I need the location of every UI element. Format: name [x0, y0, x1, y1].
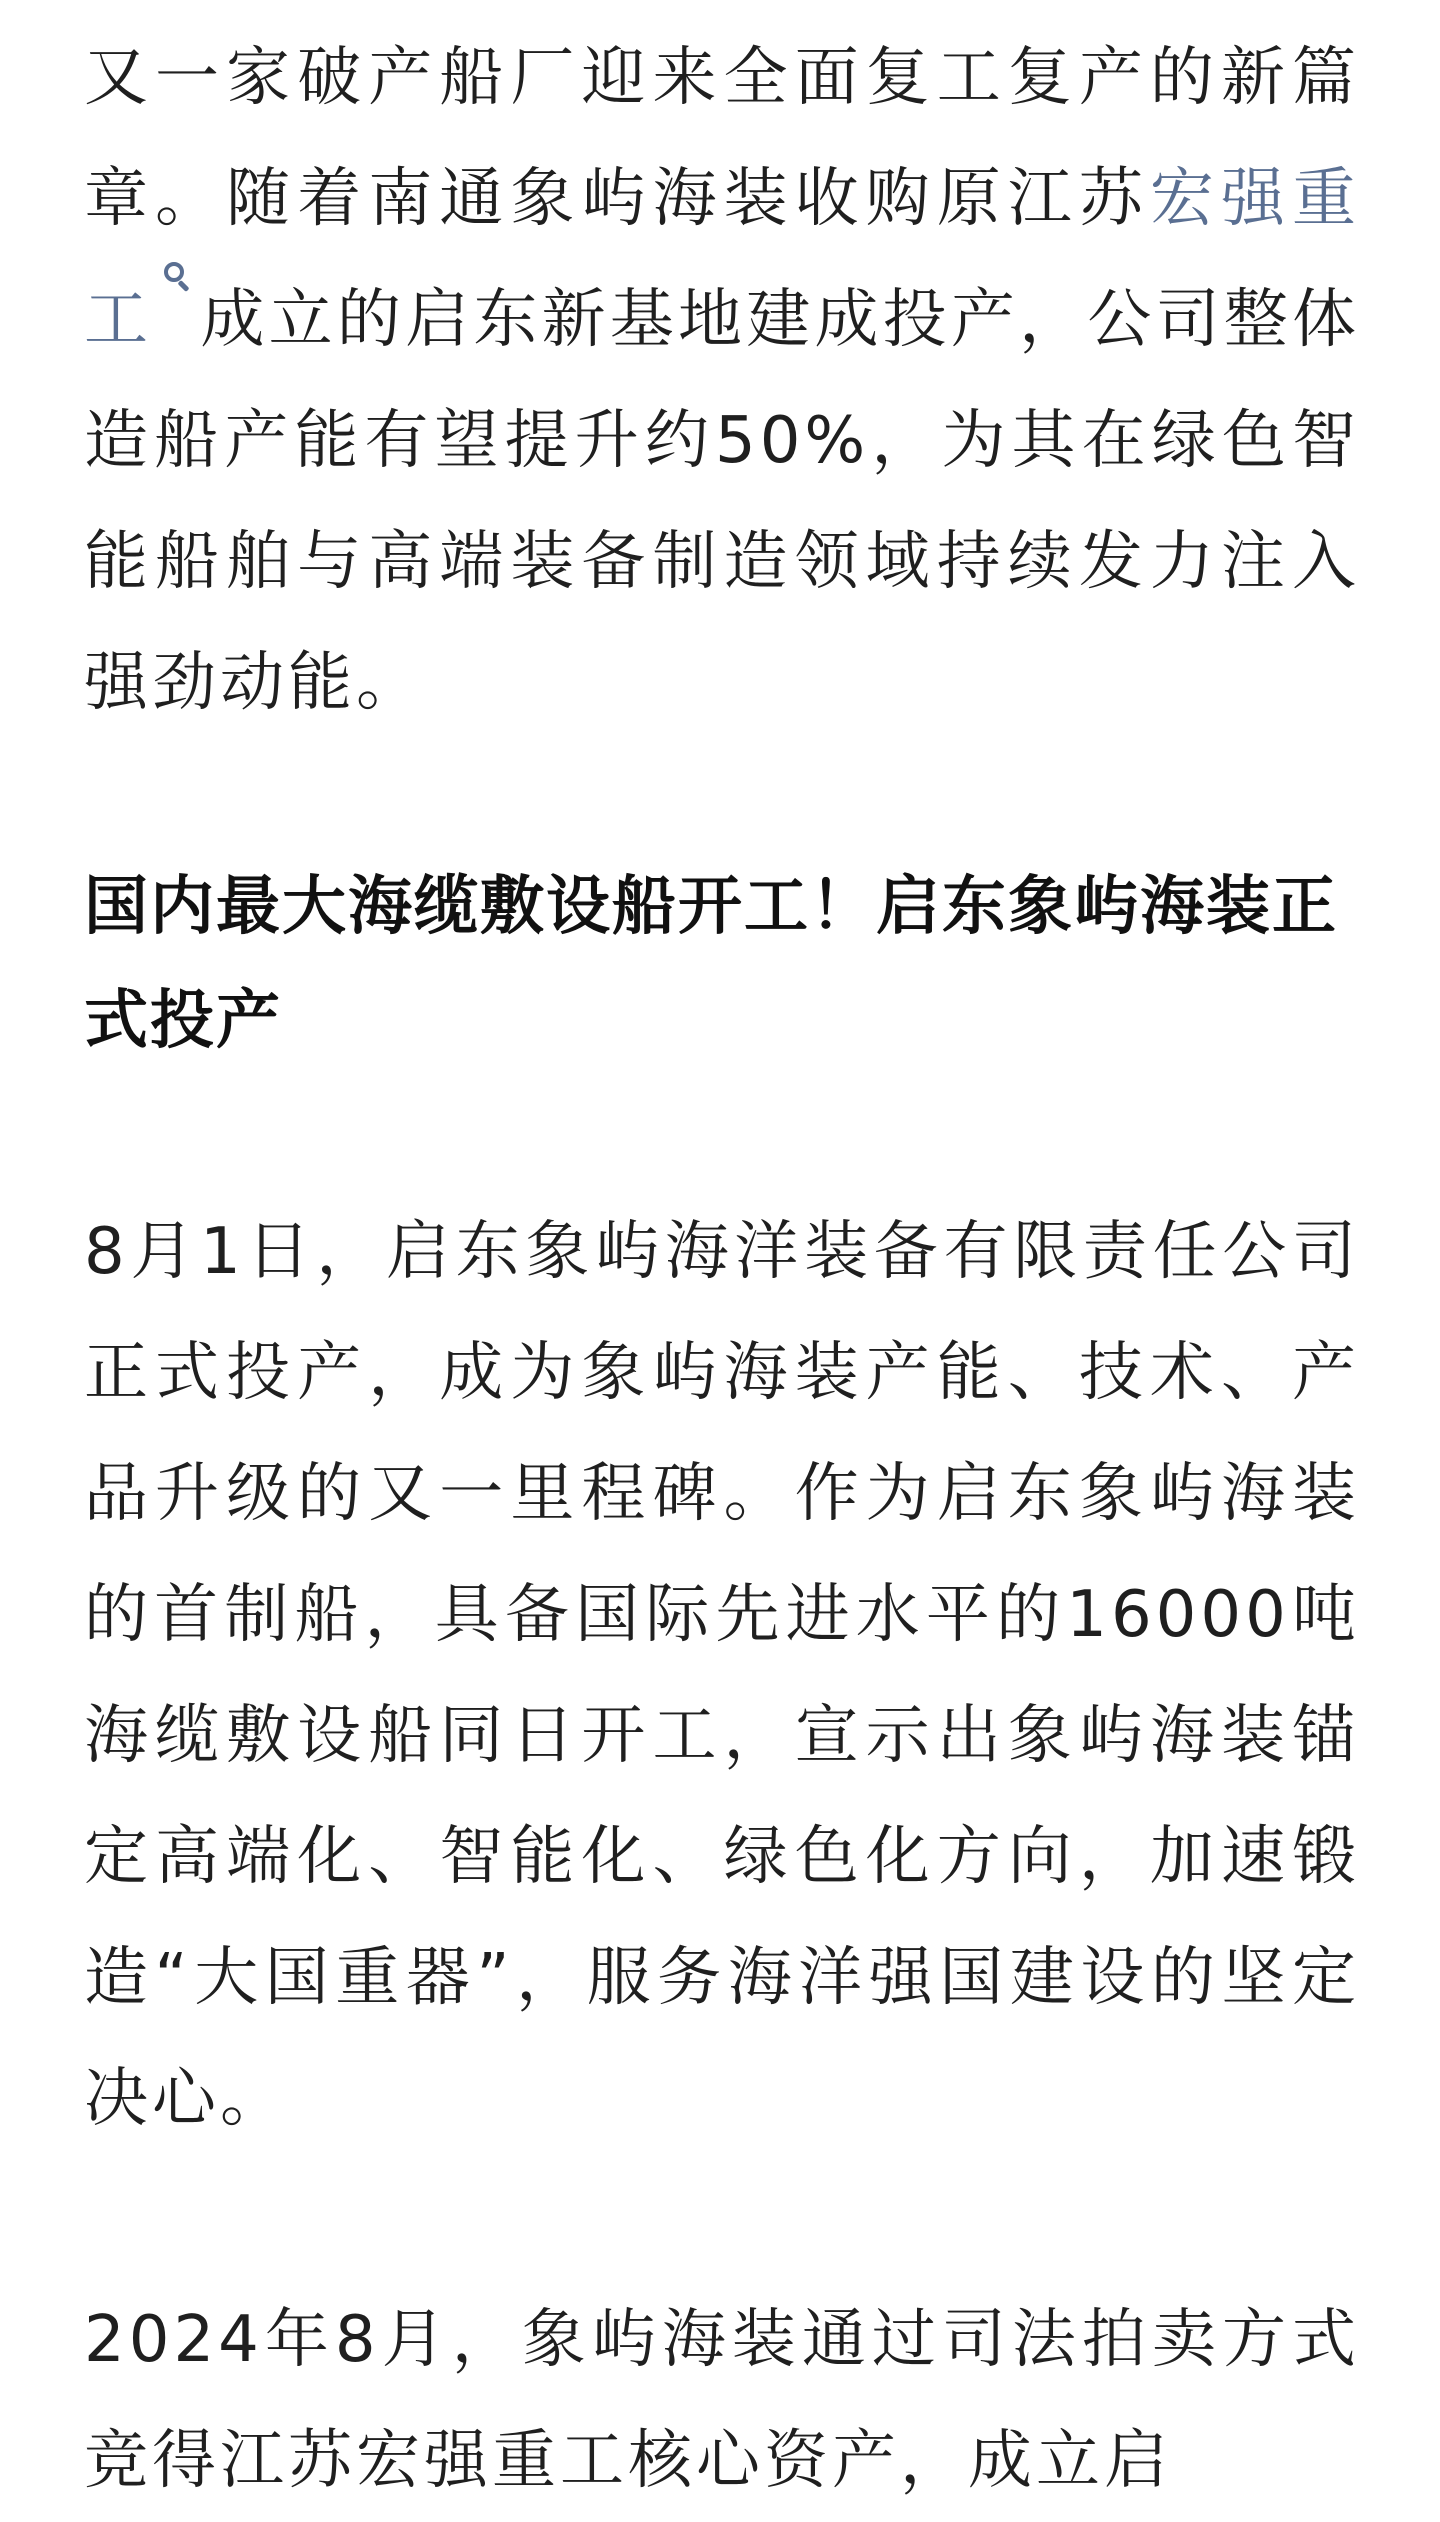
- paragraph-production: 8月1日，启东象屿海洋装备有限责任公司正式投产，成为象屿海装产能、技术、产品升级的又一里程碑。作为启东象屿海装的首制船，具备国际先进水平的16000吨海缆敷设船同日开工，宣示出象屿海装锚定高端化、智能化、绿色化方向，加速锻造“大国重器”，服务海洋强国建设的坚定决心。: [84, 1215, 1360, 2136]
- section-heading: 国内最大海缆敷设船开工！启东象屿海装正式投产: [84, 870, 1338, 1058]
- paragraph-acquisition: 2024年8月，象屿海装通过司法拍卖方式竞得江苏宏强重工核心资产，成立启: [84, 2303, 1360, 2498]
- article-body: [84, 18, 1360, 2522]
- paragraph-spacer: [84, 2160, 1360, 2280]
- paragraph-intro: [84, 18, 1360, 744]
- paragraph-spacer: [84, 1078, 1360, 1192]
- search-icon[interactable]: [162, 260, 196, 306]
- paragraph-intro-text-start: 又一家破产船厂迎来全面复工复产的新篇章。随着南通象屿海装收购原江苏: [84, 41, 1360, 236]
- paragraph-spacer: [84, 744, 1360, 850]
- company-link-label: 宏强重工: [84, 162, 1361, 357]
- paragraph-intro-text-end: 成立的启东新基地建成投产，公司整体造船产能有望提升约50%，为其在绿色智能船舶与高端装备制造领域持续发力注入强劲动能。: [84, 283, 1361, 720]
